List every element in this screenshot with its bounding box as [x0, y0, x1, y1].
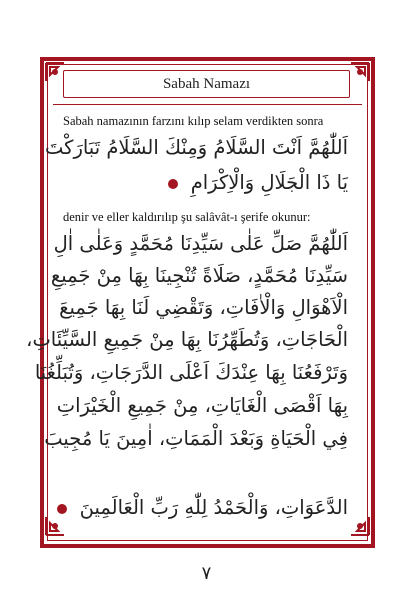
intro-text: Sabah namazının farzını kılıp selam verdikten sonra: [63, 114, 324, 128]
salawat-line: بِهَا اَقْصَى الْغَايَاتِ، مِنْ جَمِيعِ الْخَيْرَاتِ: [56, 394, 348, 417]
salawat-line: وَتَرْفَعُنَا بِهَا عِنْدَكَ اَعْلَى الدَّرَجَاتِ، وَتُبَلِّغُنَا: [34, 361, 348, 384]
salawat-line: سَيِّدِنَا مُحَمَّدٍ، صَلَاةً تُنْجِينَا بِهَا مِنْ جَمِيعِ: [50, 264, 348, 287]
page-number: ٧: [201, 563, 212, 584]
salawat-line: فِي الْحَيَاةِ وَبَعْدَ الْمَمَاتِ، اٰمِينَ يَا مُجِيبَ: [44, 427, 348, 450]
salawat-line: الْحَاجَاتِ، وَتُطَهِّرُنَا بِهَا مِنْ جَمِيعِ السَّيِّئَاتِ،: [26, 328, 348, 351]
salawat-line-text: الدَّعَوَاتِ، وَالْحَمْدُ لِلّٰهِ رَبِّ الْعَالَمِينَ: [79, 496, 348, 519]
prayer-line-text: يَا ذَا الْجَلَالِ وَالْاِكْرَامِ: [190, 171, 348, 194]
corner-ornament-icon: [349, 515, 371, 537]
prayer-line: اَللّٰهُمَّ اَنْتَ السَّلَامُ وَمِنْكَ السَّلَامُ تَبَارَكْتَ: [45, 136, 348, 159]
verse-stop-icon: [168, 179, 178, 189]
salawat-line: [57, 496, 348, 519]
prayer-line: [168, 171, 348, 194]
verse-stop-icon: [57, 504, 67, 514]
page-title: Sabah Namazı: [63, 70, 350, 98]
corner-ornament-icon: [349, 61, 371, 83]
salawat-line: اَللّٰهُمَّ صَلِّ عَلٰى سَيِّدِنَا مُحَمَّدٍ وَعَلٰى اٰلِ: [53, 232, 348, 255]
title-divider: [53, 104, 362, 105]
salawat-line: الْاَهْوَالِ وَالْاٰفَاتِ، وَتَقْضِي لَنَا بِهَا جَمِيعَ: [59, 296, 348, 319]
instruction-text: denir ve eller kaldırılıp şu salâvât-ı şerife okunur:: [63, 210, 311, 224]
